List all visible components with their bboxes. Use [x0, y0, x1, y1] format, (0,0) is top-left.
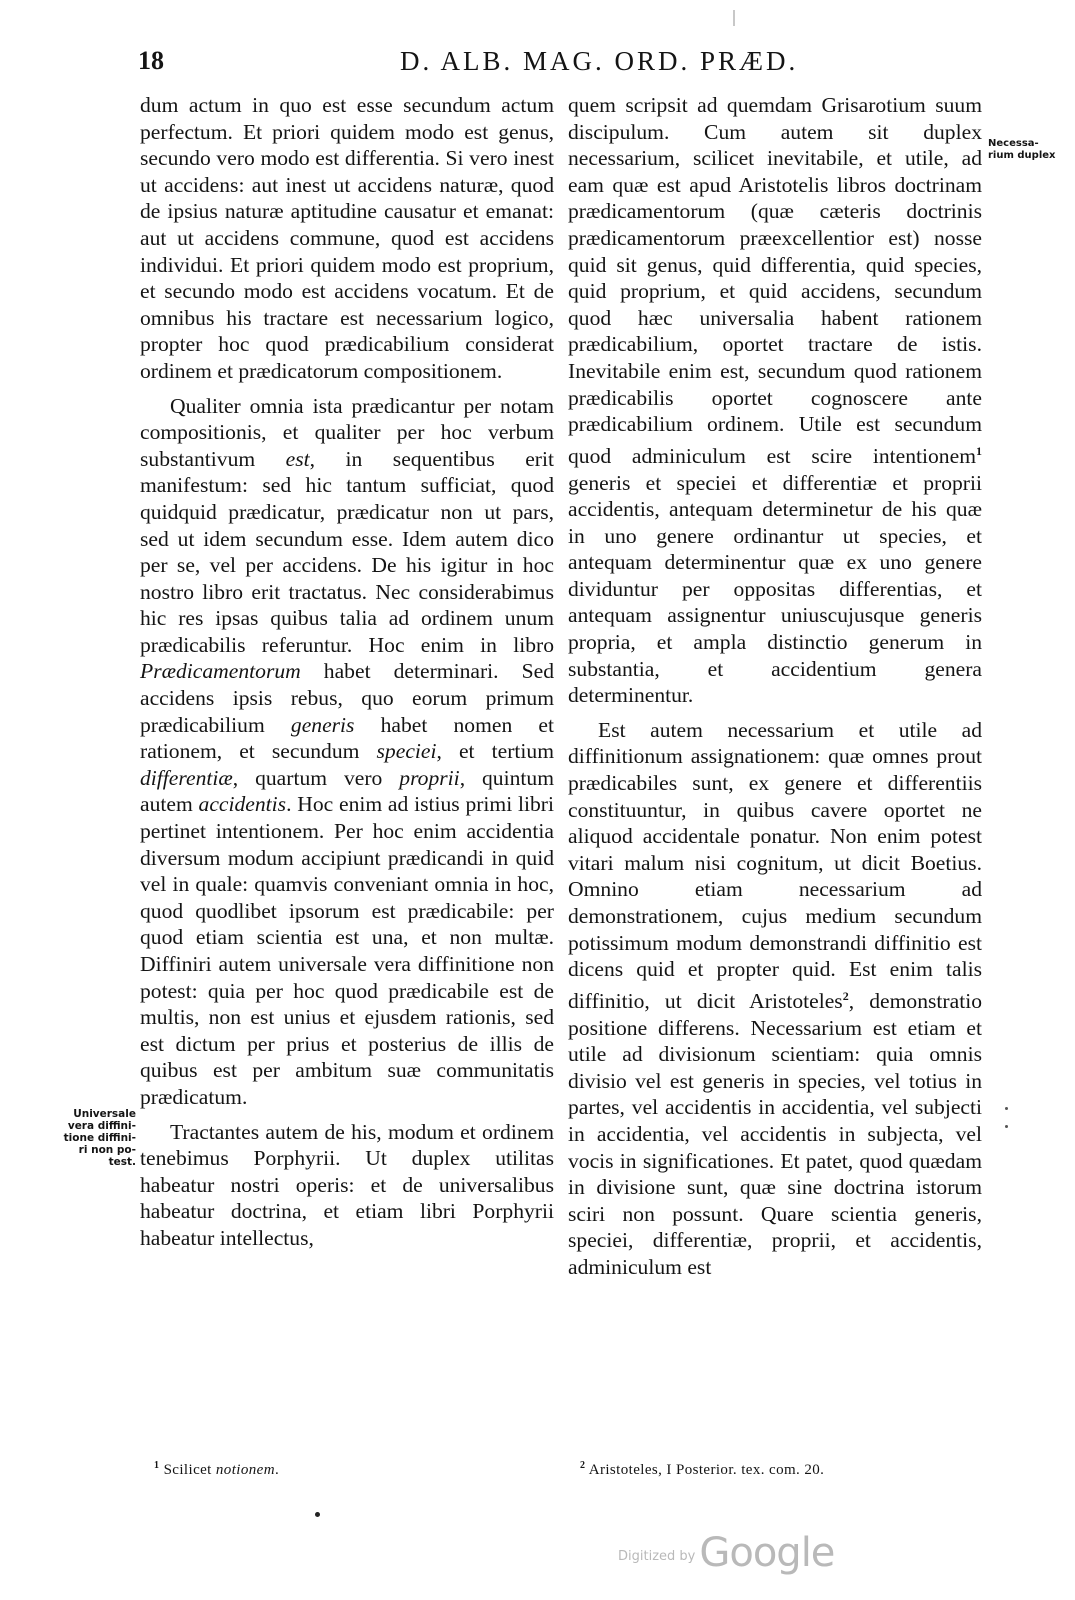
paragraph: Est autem necessarium et utile ad diffinitionum assignationem: quæ omnes prout prædicabiles sunt, ex genere et differentiis constituuntur, in quibus cavere oportet ne aliquod accidentale ponatur. Non enim potest vitari malum nisi cognitum, ut dicit Boetius. Omnino etiam necessarium ad demonstrationem, cujus medium secundum potissimum modum demonstrandi diffinitio est dicens quid et propter quid. Est enim talis diffinitio, ut dicit Aristoteles$^2$, demonstratio positione differens. Necessarium est etiam et utile ad divisionum scientiam: quia omnis divisio vel est generis in species, vel totius in partes, vel accidentis in accidentia, vel subjecti in accidentia, vel accidentis in subjecta, vel vocis in significationes. Et patet, quod quædam in divisione sunt, quæ sine doctrina istorum sciri non possunt. Quare scientia generis, speciei, differentiæ, proprii, et accidentis, adminiculum est — [568, 717, 982, 1279]
italic-term: speciei — [376, 739, 437, 764]
footnote-text: Aristoteles, I Posterior. tex. com. 20. — [588, 1462, 825, 1478]
italic-term: differentiæ — [140, 765, 233, 790]
footnote-text: Scilicet — [163, 1462, 216, 1478]
ink-dot — [315, 1512, 320, 1517]
footnote-ref: 2 — [842, 988, 849, 1003]
italic-term: accidentis — [198, 792, 287, 817]
footnote-italic: notionem — [215, 1462, 275, 1478]
left-text-column — [140, 92, 554, 1252]
margin-note-right — [988, 138, 1066, 162]
paragraph: Tractantes autem de his, modum et ordinem tenebimus Porphyrii. Ut duplex utilitas habeatur nostri operis: et de universalibus habeatur doctrina, et etiam libri Porphyrii habeatur intellectus, — [140, 1119, 554, 1250]
margin-note-line: ri non po- — [78, 1144, 136, 1156]
margin-note-line: vera diffini- — [67, 1120, 136, 1132]
footnote-number: 1 — [154, 1460, 160, 1471]
page-number: 18 — [138, 46, 164, 75]
paragraph: quem scripsit ad quemdam Grisarotium suum discipulum. Cum autem sit duplex necessarium, scilicet inevitabile, et utile, ad eam quæ est apud Aristotelis libros doctrinam prædicamentorum (quæ cæteris doctrinis prædicamentorum præexcellentior est) nosse quid sit genus, quid differentia, quid species, quid proprium, et quid accidens, secundum quod hæc universalia habent rationem prædicabilium, oportet tractare de istis. Inevitabile enim est, secundum quod rationem prædicabilis oportet cognoscere ante prædicabilium ordinem. Utile est secundum quod adminiculum est scire intentionem$^1$ generis et speciei et differentiæ et proprii accidentis, antequam determinetur de his quæ in uno genere ordinantur ut species, et antequam determinentur quæ ex uno genere dividuntur per oppositas differentias, et antequam assignentur uniuscujusque generis propria, et ampla distinctio generum in substantia, et accidentium genera determinentur. — [568, 93, 982, 708]
italic-term: est — [285, 446, 310, 471]
paragraph: Qualiter omnia ista prædicantur per notam compositionis, et qualiter per hoc verbum substantivum est, in sequentibus erit manifestum: sed hic tantum sufficiat, quod quidquid prædicatur, prædicatur non ut pars, sed ut idem secundum esse. Idem autem dico per se, vel per accidens. De his igitur in hoc nostro libro erit tractatus. Nec considerabimus hic res ipsas quibus talia ad ordinem unum prædicabilis referuntur. Hoc enim in libro Prædicamentorum habet determinari. Sed accidens ipsis rebus, quo eorum primum prædicabilium generis habet nomen et rationem, et secundum speciei, et tertium differentiæ, quartum vero proprii, quintum autem accidentis. Hoc enim ad istius primi libri pertinet intentionem. Per hoc enim accidentia diversum modum accipiunt prædicandi in quid vel in quale: quamvis conveniant omnia in hoc, quod quodlibet ipsorum est prædicabile: per quod etiam scientia est una, et non multæ. Diffiniri autem universale vera diffinitione non potest: quia per hoc quod prædicabile est de multis, non est unius et ejusdem rationis, sed est dictum per prius et posterius de illis de quibus est per ambitum suæ communitatis prædicatum. — [140, 393, 555, 1109]
margin-note-line: Universale — [73, 1108, 136, 1120]
footnote-end: . — [274, 1462, 280, 1478]
footnote-ref: 1 — [976, 443, 982, 458]
italic-term: proprii — [399, 765, 460, 790]
footnote-right — [580, 1460, 824, 1479]
scan-mark — [733, 10, 735, 26]
margin-note-line: Necessa- — [988, 138, 1039, 149]
google-logo: Google — [699, 1530, 835, 1576]
margin-note-line: tione diffini- — [63, 1132, 136, 1144]
paragraph: dum actum in quo est esse secundum actum perfectum. Et priori quidem modo est genus, secundo vero modo est differentia. Si vero inest ut accidens: aut inest ut accidens naturæ, quod de ipsius naturæ aptitudine causatur et emanat: aut ut accidens commune, quod est accidens individui. Et priori quidem modo est proprium, et secundo modo est accidens vocatum. Et de omnibus his tractare est necessarium logico, propter hoc quod prædicabilium considerat ordinem et prædicatorum compositionem. — [140, 93, 554, 383]
margin-note-line: test. — [108, 1156, 136, 1168]
watermark-prefix: Digitized by — [618, 1549, 696, 1564]
ink-dot — [1005, 1107, 1008, 1110]
right-text-column — [568, 92, 982, 1281]
digitized-watermark — [618, 1530, 834, 1576]
running-head: D. ALB. MAG. ORD. PRÆD. — [400, 46, 799, 76]
margin-note-line: rium duplex — [988, 150, 1056, 161]
footnote-number: 2 — [580, 1460, 586, 1471]
footnote-left — [154, 1460, 279, 1479]
margin-note-left — [48, 1108, 136, 1168]
italic-term: generis — [290, 712, 355, 737]
ink-dot — [1005, 1125, 1008, 1128]
italic-term: Prædicamentorum — [140, 659, 301, 684]
